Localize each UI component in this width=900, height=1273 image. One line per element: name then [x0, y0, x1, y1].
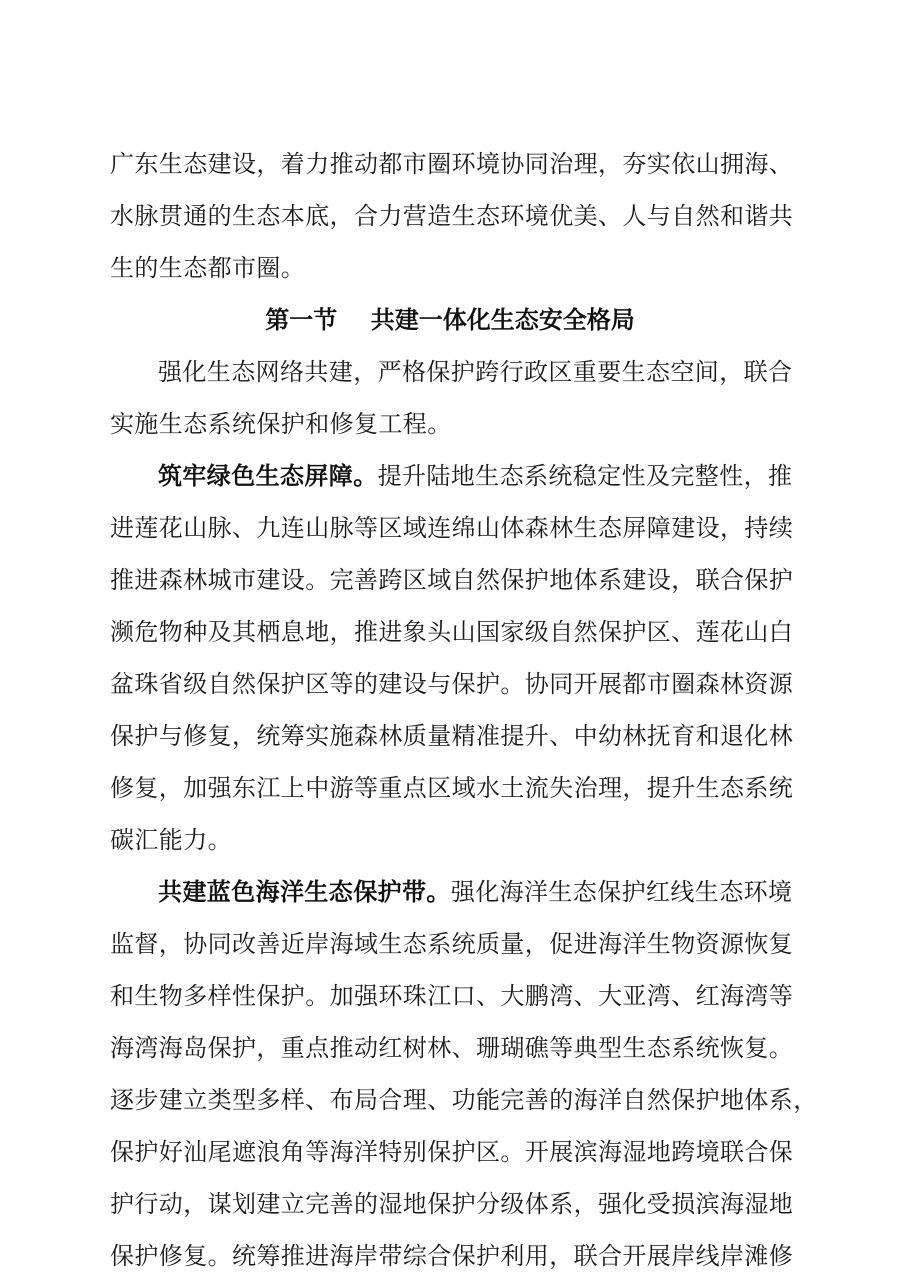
para3-line-3: 和生物多样性保护。加强环珠江口、大鹏湾、大亚湾、红海湾等 [110, 982, 794, 1010]
para1-line-2: 实施生态系统保护和修复工程。 [110, 410, 452, 438]
intro-line-1: 广东生态建设，着力推动都市圈环境协同治理，夯实依山拥海、 [110, 150, 794, 178]
para2-line-1 [158, 464, 800, 488]
para2-line-8: 碳汇能力。 [110, 826, 232, 854]
para1-line-1: 强化生态网络共建，严格保护跨行政区重要生态空间，联合 [158, 358, 793, 386]
para2-lead: 筑牢绿色生态屏障。 [158, 462, 378, 490]
para3-line-4: 海湾海岛保护，重点推动红树林、珊瑚礁等典型生态系统恢复。 [110, 1034, 794, 1062]
para2-line-4: 濒危物种及其栖息地，推进象头山国家级自然保护区、莲花山白 [110, 618, 794, 646]
section-heading: 第一节 共建一体化生态安全格局 [265, 306, 635, 334]
para3-line-5: 逐步建立类型多样、布局合理、功能完善的海洋自然保护地体系， [110, 1086, 818, 1114]
para3-line-7: 护行动，谋划建立完善的湿地保护分级体系，强化受损滨海湿地 [110, 1190, 794, 1218]
intro-line-2: 水脉贯通的生态本底，合力营造生态环境优美、人与自然和谐共 [110, 202, 794, 230]
para2-line-5: 盆珠省级自然保护区等的建设与保护。协同开展都市圈森林资源 [110, 670, 794, 698]
para3-lead: 共建蓝色海洋生态保护带。 [158, 878, 451, 906]
para2-line-7: 修复，加强东江上中游等重点区域水土流失治理，提升生态系统 [110, 774, 794, 802]
intro-line-3: 生的生态都市圈。 [110, 254, 306, 282]
para3-first-rest: 强化海洋生态保护红线生态环境 [450, 878, 793, 906]
para3-line-1 [158, 880, 800, 904]
para2-line-2: 进莲花山脉、九连山脉等区域连绵山体森林生态屏障建设，持续 [110, 514, 794, 542]
para2-line-6: 保护与修复，统筹实施森林质量精准提升、中幼林抚育和退化林 [110, 722, 794, 750]
para2-first-rest: 提升陆地生态系统稳定性及完整性，推 [377, 462, 793, 490]
para3-line-2: 监督，协同改善近岸海域生态系统质量，促进海洋生物资源恢复 [110, 930, 794, 958]
para3-line-6: 保护好汕尾遮浪角等海洋特别保护区。开展滨海湿地跨境联合保 [110, 1138, 794, 1166]
para3-line-8: 保护修复。统筹推进海岸带综合保护利用，联合开展岸线岸滩修 [110, 1242, 794, 1270]
para2-line-3: 推进森林城市建设。完善跨区域自然保护地体系建设，联合保护 [110, 566, 794, 594]
